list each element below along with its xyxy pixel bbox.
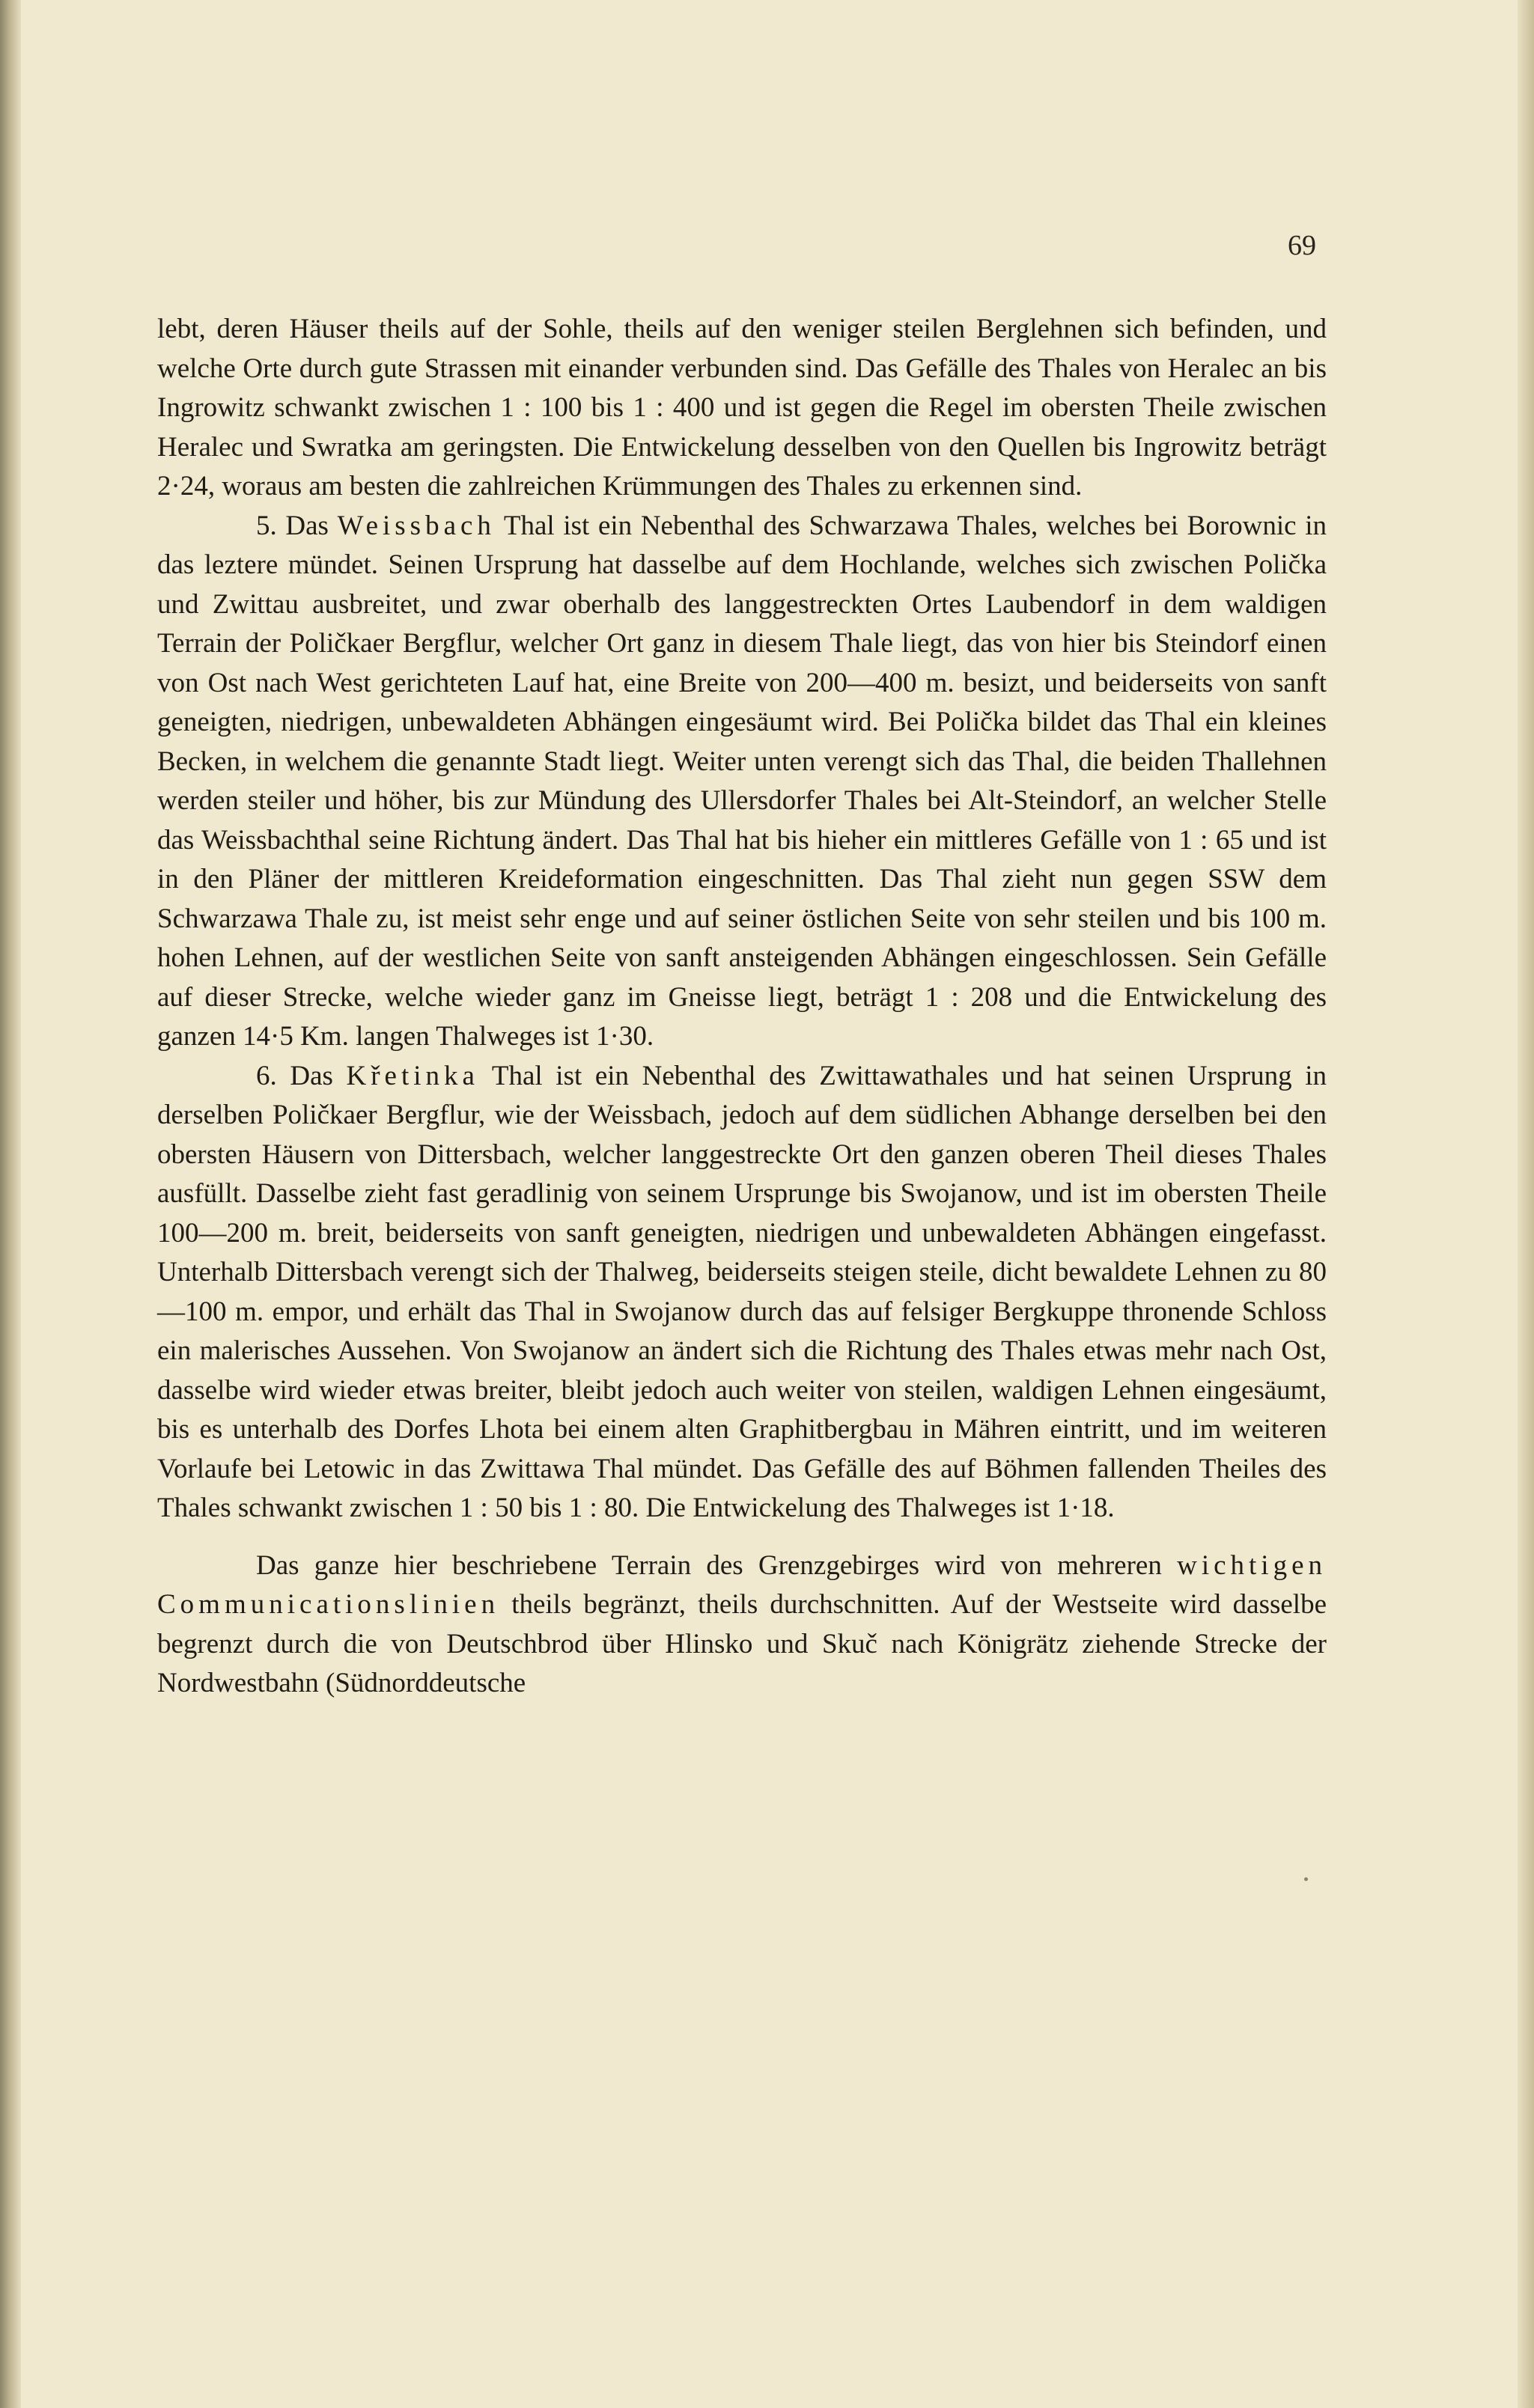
paragraph-communications-body: theils begränzt, theils durchschnitten. Auf der Westseite wird dasselbe begrenzt durch die von Deutschbrod über Hlinsko und Skuč nach Königrätz ziehende Strecke der Nordwestbahn (Südnorddeutsche — [157, 1589, 1327, 1698]
section-number-5: 5. Das — [256, 510, 329, 541]
paragraph-heralec-continuation: lebt, deren Häuser theils auf der Sohle, theils auf den weniger steilen Berglehnen sich befinden, und welche Orte durch gute Strassen mit einander verbunden sind. Das Gefälle des Thales von Heralec an bis Ingrowitz schwankt zwischen 1 : 100 bis 1 : 400 und ist gegen die Regel im obersten Theile zwischen Heralec und Swratka am geringsten. Die Entwickelung desselben von den Quellen bis Ingrowitz beträgt 2·24, woraus am besten die zahlreichen Krümmungen des Thales zu erkennen sind. — [157, 314, 1327, 502]
paragraph-kretinka-body: Thal ist ein Nebenthal des Zwittawathales und hat seinen Ursprung in derselben Poličkaer Bergflur, wie der Weissbach, jedoch auf dem südlichen Abhange derselben bei den obersten Häusern von Dittersbach, welcher langgestreckte Ort den ganzen oberen Theil dieses Thales ausfüllt. Dasselbe zieht fast geradlinig von seinem Ursprunge bis Swojanow, und ist im obersten Theile 100—200 m. breit, beiderseits von sanft geneigten, niedrigen und unbewaldeten Abhängen eingefasst. Unterhalb Dittersbach verengt sich der Thalweg, beiderseits steigen steile, dicht bewaldete Lehnen zu 80—100 m. empor, und erhält das Thal in Swojanow durch das auf felsiger Bergkuppe thronende Schloss ein malerisches Aussehen. Von Swojanow an ändert sich die Richtung des Thales etwas mehr nach Ost, dasselbe wird wieder etwas breiter, bleibt jedoch auch weiter von steilen, waldigen Lehnen eingesäumt, bis es unterhalb des Dorfes Lhota bei einem alten Graphitbergbau in Mähren eintritt, und im weiteren Vorlaufe bei Letowic in das Zwittawa Thal mündet. Das Gefälle des auf Böhmen fallenden Theiles des Thales schwankt zwischen 1 : 50 bis 1 : 80. Die Entwickelung des Thalweges ist 1·18. — [157, 1060, 1327, 1523]
term-communicationslinien: wichtigen Communicationslinien — [157, 1549, 1327, 1620]
print-speck — [1304, 1877, 1308, 1881]
paragraph-weissbach-body: Thal ist ein Nebenthal des Schwarzawa Thales, welches bei Borownic in das leztere mündet. Seinen Ursprung hat dasselbe auf dem Hochlande, welches sich zwischen Polička und Zwittau ausbreitet, und zwar oberhalb des langgestreckten Ortes Laubendorf in dem waldigen Terrain der Poličkaer Bergflur, welcher Ort ganz in diesem Thale liegt, das von hier bis Steindorf einen von Ost nach West gerichteten Lauf hat, eine Breite von 200—400 m. besizt, und beiderseits von sanft geneigten, niedrigen, unbewaldeten Abhängen eingesäumt wird. Bei Polička bildet das Thal ein kleines Becken, in welchem die genannte Stadt liegt. Weiter unten verengt sich das Thal, die beiden Thallehnen werden steiler und höher, bis zur Mündung des Ullersdorfer Thales bei Alt-Steindorf, an welcher Stelle das Weissbachthal seine Richtung ändert. Das Thal hat bis hieher ein mittleres Gefälle von 1 : 65 und ist in den Pläner der mittleren Kreideformation eingeschnitten. Das Thal zieht nun gegen SSW dem Schwarzawa Thale zu, ist meist sehr enge und auf seiner östlichen Seite von sehr steilen und bis 100 m. hohen Lehnen, auf der westlichen Seite von sanft ansteigenden Abhängen eingeschlossen. Sein Gefälle auf dieser Strecke, welche wieder ganz im Gneisse liegt, beträgt 1 : 208 und die Entwickelung des ganzen 14·5 Km. langen Thalweges ist 1·30. — [157, 510, 1327, 1052]
paragraph-communications-intro: Das ganze hier beschriebene Terrain des Grenzgebirges wird von mehreren — [256, 1549, 1162, 1581]
page-edge-right — [1518, 0, 1534, 2408]
paragraph-communicationslinien — [157, 1546, 1327, 1704]
binding-edge — [0, 0, 21, 2408]
paragraph-weissbach-thal — [157, 507, 1327, 1057]
paragraph-kretinka-thal — [157, 1057, 1327, 1528]
section-number-6: 6. Das — [256, 1060, 333, 1091]
term-weissbach: Weissbach — [337, 510, 496, 541]
page-number: 69 — [1288, 230, 1316, 261]
term-kretinka: Křetinka — [346, 1060, 479, 1091]
body-text — [157, 310, 1327, 1704]
